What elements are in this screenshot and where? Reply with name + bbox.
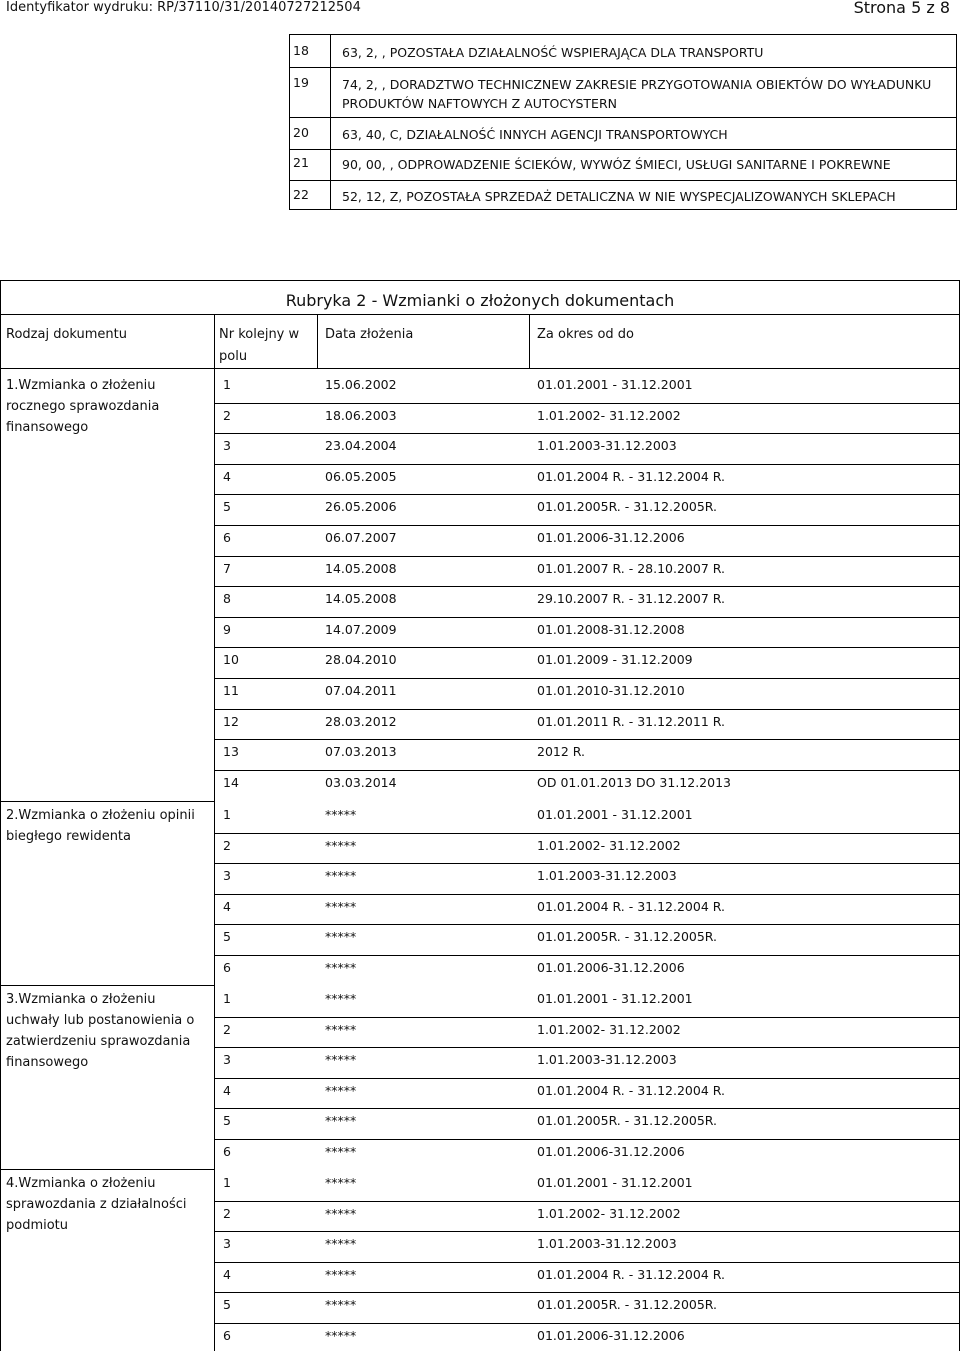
- activity-number: 19: [293, 75, 309, 90]
- row-divider: [214, 1108, 959, 1109]
- filing-date: 07.03.2013: [325, 744, 397, 760]
- row-divider: [214, 924, 959, 925]
- row-divider: [290, 67, 956, 68]
- filing-date: *****: [325, 929, 357, 945]
- entry-number: 7: [223, 560, 231, 576]
- row-divider: [214, 556, 959, 557]
- entry-number: 13: [223, 744, 239, 760]
- row-divider: [214, 1201, 959, 1202]
- period-range: 01.01.2010-31.12.2010: [537, 683, 685, 698]
- period-range: 1.01.2002- 31.12.2002: [537, 1021, 681, 1037]
- entry-number: 2: [223, 407, 231, 423]
- filing-date: *****: [325, 1297, 357, 1313]
- entry-number: 14: [223, 774, 239, 790]
- period-range: 1.01.2003-31.12.2003: [537, 868, 677, 884]
- filing-date: *****: [325, 898, 357, 914]
- period-range: 1.01.2003-31.12.2003: [537, 1236, 677, 1252]
- column-header-okres: Za okres od do: [537, 327, 634, 342]
- row-divider: [290, 149, 956, 150]
- document-type-label: 2.Wzmianka o złożeniu opinii biegłego rewidenta: [6, 808, 195, 844]
- filing-date: 14.05.2008: [325, 591, 397, 607]
- filing-date: *****: [325, 960, 357, 975]
- row-divider: [214, 955, 959, 956]
- filing-date: 14.05.2008: [325, 560, 397, 576]
- filing-date: *****: [325, 837, 357, 853]
- row-divider: [214, 1078, 959, 1079]
- filing-date: 28.04.2010: [325, 652, 397, 668]
- row-divider: [214, 1292, 959, 1293]
- entry-number: 6: [223, 1144, 231, 1159]
- activities-divider: [330, 35, 331, 209]
- period-range: 29.10.2007 R. - 31.12.2007 R.: [537, 591, 725, 607]
- filing-date: 23.04.2004: [325, 438, 397, 454]
- column-header-nr: Nr kolejny w polu: [219, 327, 300, 364]
- row-divider: [214, 647, 959, 648]
- row-divider: [214, 739, 959, 740]
- group-divider: [1, 1169, 214, 1170]
- period-range: 1.01.2002- 31.12.2002: [537, 1205, 681, 1221]
- title-divider: [1, 314, 959, 315]
- entry-number: 1: [223, 377, 231, 392]
- entry-number: 9: [223, 621, 231, 637]
- filing-date: *****: [325, 1266, 357, 1282]
- entry-number: 5: [223, 1297, 231, 1313]
- filing-date: *****: [325, 1021, 357, 1037]
- row-divider: [290, 180, 956, 181]
- entry-number: 2: [223, 837, 231, 853]
- row-divider: [214, 1262, 959, 1263]
- filing-date: 07.04.2011: [325, 683, 397, 698]
- row-divider: [214, 1017, 959, 1018]
- row-divider: [214, 1231, 959, 1232]
- column-divider: [529, 314, 530, 368]
- filing-date: *****: [325, 1175, 357, 1190]
- row-divider: [214, 833, 959, 834]
- row-divider: [214, 494, 959, 495]
- period-range: 01.01.2005R. - 31.12.2005R.: [537, 929, 718, 945]
- activity-number: 18: [293, 43, 309, 58]
- column-header-rodzaj: Rodzaj dokumentu: [6, 327, 127, 342]
- period-range: 01.01.2006-31.12.2006: [537, 530, 685, 545]
- document-type-label: 1.Wzmianka o złożeniu rocznego sprawozdania finansowego: [6, 378, 160, 435]
- period-range: 01.01.2006-31.12.2006: [537, 1328, 685, 1343]
- period-range: 01.01.2004 R. - 31.12.2004 R.: [537, 1266, 725, 1282]
- entry-number: 6: [223, 1328, 231, 1343]
- entry-number: 6: [223, 530, 231, 545]
- period-range: 01.01.2001 - 31.12.2001: [537, 1175, 693, 1190]
- period-range: 01.01.2001 - 31.12.2001: [537, 807, 693, 822]
- entry-number: 3: [223, 1052, 231, 1068]
- entry-number: 4: [223, 468, 231, 484]
- period-range: OD 01.01.2013 DO 31.12.2013: [537, 774, 731, 790]
- entry-number: 4: [223, 1082, 231, 1098]
- activity-description: 74, 2, , DORADZTWO TECHNICZNEW ZAKRESIE PRZYGOTOWANIA OBIEKTÓW DO WYŁADUNKU PRODUKTÓW NAFTOWYCH Z AUTOCYSTERN: [342, 77, 932, 111]
- period-range: 01.01.2001 - 31.12.2001: [537, 377, 693, 392]
- filing-date: *****: [325, 991, 357, 1006]
- row-divider: [214, 894, 959, 895]
- entry-number: 5: [223, 1113, 231, 1129]
- row-divider: [214, 678, 959, 679]
- row-divider: [290, 117, 956, 118]
- filing-date: *****: [325, 1236, 357, 1252]
- activity-number: 20: [293, 125, 309, 140]
- filing-date: 14.07.2009: [325, 621, 397, 637]
- column-header-data: Data złożenia: [325, 327, 414, 342]
- filing-date: *****: [325, 1205, 357, 1221]
- activity-number: 21: [293, 155, 309, 170]
- period-range: 01.01.2005R. - 31.12.2005R.: [537, 1297, 718, 1313]
- header-divider: [1, 368, 959, 369]
- row-divider: [214, 863, 959, 864]
- row-divider: [214, 433, 959, 434]
- group-divider: [1, 985, 214, 986]
- period-range: 01.01.2004 R. - 31.12.2004 R.: [537, 1082, 725, 1098]
- filing-date: 15.06.2002: [325, 377, 397, 392]
- period-range: 01.01.2006-31.12.2006: [537, 960, 685, 975]
- page-number: Strona 5 z 8: [853, 0, 950, 17]
- entry-number: 11: [223, 683, 239, 698]
- filing-date: *****: [325, 868, 357, 884]
- period-range: 1.01.2002- 31.12.2002: [537, 837, 681, 853]
- document-type-label: 4.Wzmianka o złożeniu sprawozdania z działalności podmiotu: [6, 1176, 187, 1233]
- entry-number: 6: [223, 960, 231, 975]
- filing-date: *****: [325, 1144, 357, 1159]
- activity-number: 22: [293, 187, 309, 202]
- filing-date: 26.05.2006: [325, 499, 397, 515]
- filing-date: *****: [325, 1328, 357, 1343]
- period-range: 01.01.2005R. - 31.12.2005R.: [537, 1113, 718, 1129]
- row-divider: [214, 617, 959, 618]
- period-range: 01.01.2004 R. - 31.12.2004 R.: [537, 898, 725, 914]
- row-divider: [214, 403, 959, 404]
- entry-number: 10: [223, 652, 239, 668]
- filing-date: *****: [325, 1052, 357, 1068]
- entry-number: 1: [223, 991, 231, 1006]
- filing-date: 18.06.2003: [325, 407, 397, 423]
- activity-description: 52, 12, Z, POZOSTAŁA SPRZEDAŻ DETALICZNA W NIE WYSPECJALIZOWANYCH SKLEPACH: [342, 189, 896, 204]
- entry-number: 3: [223, 868, 231, 884]
- row-divider: [214, 1139, 959, 1140]
- activity-description: 63, 40, C, DZIAŁALNOŚĆ INNYCH AGENCJI TRANSPORTOWYCH: [342, 127, 728, 142]
- column-divider: [317, 314, 318, 368]
- period-range: 01.01.2009 - 31.12.2009: [537, 652, 693, 668]
- period-range: 1.01.2003-31.12.2003: [537, 1052, 677, 1068]
- entry-number: 4: [223, 1266, 231, 1282]
- entry-number: 2: [223, 1021, 231, 1037]
- period-range: 01.01.2008-31.12.2008: [537, 621, 685, 637]
- filing-date: *****: [325, 1113, 357, 1129]
- entry-number: 12: [223, 713, 239, 729]
- filing-date: 28.03.2012: [325, 713, 397, 729]
- filing-date: *****: [325, 807, 357, 822]
- print-identifier: Identyfikator wydruku: RP/37110/31/20140727212504: [6, 0, 361, 15]
- period-range: 1.01.2003-31.12.2003: [537, 438, 677, 454]
- rubryka-title: Rubryka 2 - Wzmianki o złożonych dokumentach: [285, 291, 675, 310]
- filing-date: *****: [325, 1082, 357, 1098]
- activity-description: 63, 2, , POZOSTAŁA DZIAŁALNOŚĆ WSPIERAJĄCA DLA TRANSPORTU: [342, 45, 764, 60]
- filing-date: 06.05.2005: [325, 468, 397, 484]
- document-type-label: 3.Wzmianka o złożeniu uchwały lub postanowienia o zatwierdzeniu sprawozdania finansowego: [6, 992, 195, 1070]
- row-divider: [214, 1323, 959, 1324]
- entry-number: 1: [223, 1175, 231, 1190]
- entry-number: 5: [223, 929, 231, 945]
- entry-number: 3: [223, 438, 231, 454]
- row-divider: [214, 1047, 959, 1048]
- period-range: 01.01.2005R. - 31.12.2005R.: [537, 499, 718, 515]
- entry-number: 5: [223, 499, 231, 515]
- activities-table: [289, 34, 957, 210]
- group-divider: [1, 801, 214, 802]
- filing-date: 03.03.2014: [325, 774, 397, 790]
- row-divider: [214, 770, 959, 771]
- print-header: [0, 0, 960, 20]
- period-range: 2012 R.: [537, 744, 585, 760]
- period-range: 01.01.2011 R. - 31.12.2011 R.: [537, 713, 725, 729]
- period-range: 01.01.2006-31.12.2006: [537, 1144, 685, 1159]
- entry-number: 8: [223, 591, 231, 607]
- entry-number: 3: [223, 1236, 231, 1252]
- row-divider: [214, 709, 959, 710]
- row-divider: [214, 586, 959, 587]
- entry-number: 1: [223, 807, 231, 822]
- period-range: 1.01.2002- 31.12.2002: [537, 407, 681, 423]
- rubryka-2-table: [0, 280, 960, 1351]
- activity-description: 90, 00, , ODPROWADZENIE ŚCIEKÓW, WYWÓZ ŚMIECI, USŁUGI SANITARNE I POKREWNE: [342, 157, 891, 172]
- entry-number: 4: [223, 898, 231, 914]
- period-range: 01.01.2004 R. - 31.12.2004 R.: [537, 468, 725, 484]
- period-range: 01.01.2007 R. - 28.10.2007 R.: [537, 560, 725, 576]
- entry-number: 2: [223, 1205, 231, 1221]
- period-range: 01.01.2001 - 31.12.2001: [537, 991, 693, 1006]
- row-divider: [214, 464, 959, 465]
- row-divider: [214, 525, 959, 526]
- filing-date: 06.07.2007: [325, 530, 397, 545]
